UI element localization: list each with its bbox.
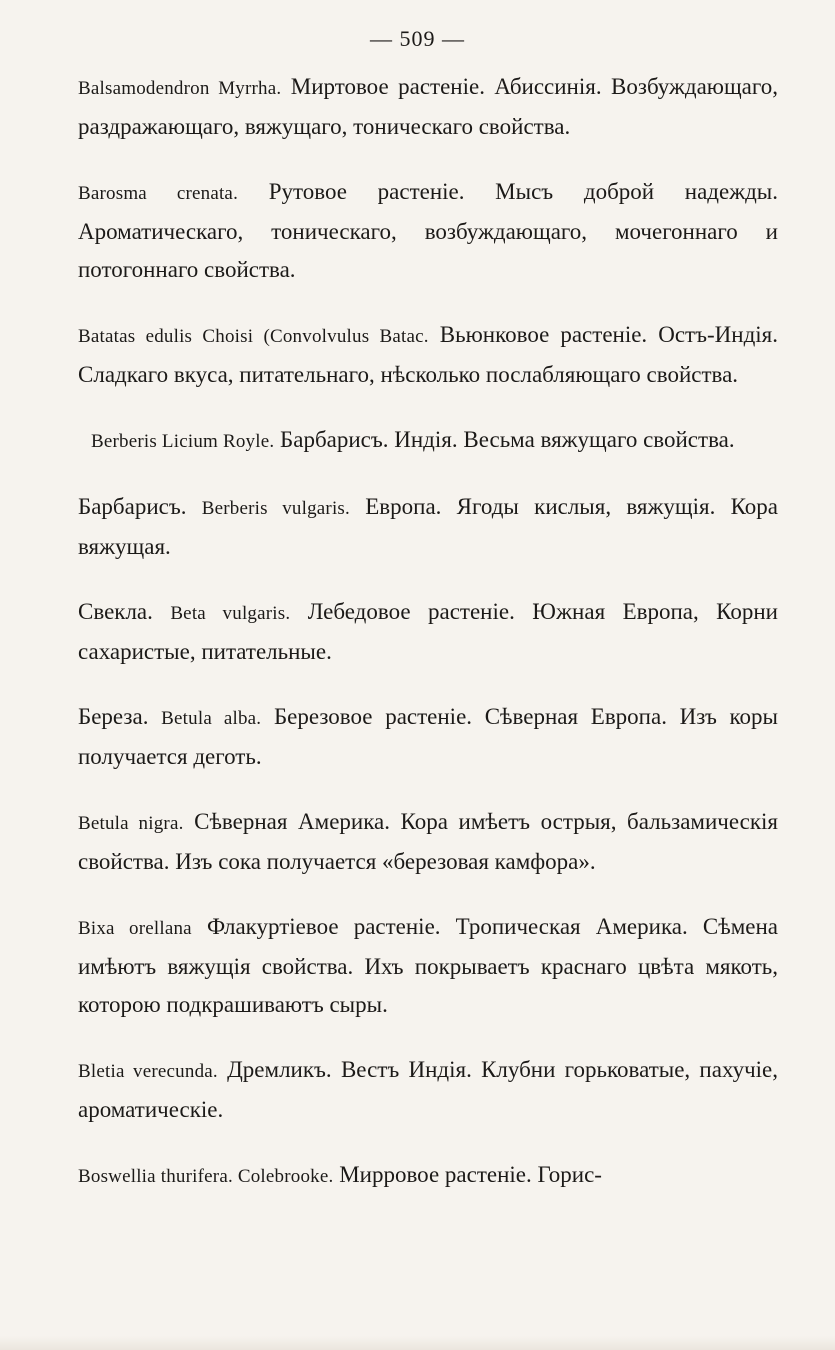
entry-berberis-vulgaris (78, 488, 778, 566)
latin-name: Boswellia thurifera. Colebrooke. (78, 1166, 334, 1187)
entry-balsamodendron (78, 68, 778, 146)
page-number: — 509 — (370, 26, 465, 51)
latin-name: Bletia verecunda. (78, 1061, 218, 1082)
entry-bixa-orellana (78, 908, 778, 1024)
entry-text: Рутовое растеніе. Мысъ доброй надежды. Ароматическаго, тоническаго, возбуждающаго, мочегоннаго и потогоннаго свойства. (78, 179, 779, 282)
entry-text: Дремликъ. Вестъ Индія. Клубни горьковатые, пахучіе, ароматическіе. (78, 1057, 778, 1122)
latin-name: Betula nigra. (78, 813, 184, 834)
entry-bletia-verecunda (78, 1051, 778, 1129)
entry-lead: Свекла. (78, 599, 171, 624)
entry-betula-nigra (78, 803, 778, 881)
latin-name: Balsamodendron Myrrha. (78, 78, 282, 99)
entry-betula-alba (78, 698, 778, 776)
entry-lead: Береза. (78, 704, 162, 729)
latin-name: Barosma crenata. (78, 183, 239, 204)
latin-name: Bixa orellana (78, 918, 192, 939)
entry-text: Барбарисъ. Индія. Весьма вяжущаго свойства. (274, 427, 735, 452)
entry-text: Березовое растеніе. Сѣверная Европа. Изъ коры получается деготь. (78, 704, 778, 769)
entry-berberis-licium (78, 421, 778, 461)
scan-edge-shadow (0, 1336, 835, 1350)
entry-beta-vulgaris (78, 593, 778, 671)
entry-boswellia-thurifera (78, 1156, 778, 1196)
entry-text: Лебедовое растеніе. Южная Европа, Корни сахаристые, питательные. (78, 599, 778, 664)
entry-text: Мирровое растеніе. Горис- (333, 1162, 602, 1187)
entry-text: Европа. Ягоды кислыя, вяжущія. Кора вяжущая. (78, 494, 778, 559)
latin-name: Betula alba. (161, 708, 262, 729)
entry-text: Вьюнковое растеніе. Остъ-Индія. Сладкаго вкуса, питательнаго, нѣсколько послабляющаго свойства. (78, 322, 778, 387)
entry-batatas (78, 316, 778, 394)
latin-name: Batatas edulis Choisi (Convolvulus Batac. (78, 326, 429, 347)
latin-name: Beta vulgaris. (170, 603, 291, 624)
entry-lead: Барбарисъ. (78, 494, 202, 519)
entry-barosma (78, 173, 778, 289)
entry-list (78, 68, 778, 1223)
entry-text: Сѣверная Америка. Кора имѣетъ острыя, бальзамическія свойства. Изъ сока получается «березовая камфора». (78, 809, 778, 874)
entry-text: Миртовое растеніе. Абиссинія. Возбуждающаго, раздражающаго, вяжущаго, тоническаго свойства. (78, 74, 778, 139)
entry-text: Флакуртіевое растеніе. Тропическая Америка. Сѣмена имѣютъ вяжущія свойства. Ихъ покрываетъ краснаго цвѣта мякоть, которою подкрашиваютъ сыры. (78, 914, 778, 1017)
latin-name: Berberis vulgaris. (201, 498, 350, 519)
latin-name: Berberis Licium Royle. (91, 431, 275, 452)
